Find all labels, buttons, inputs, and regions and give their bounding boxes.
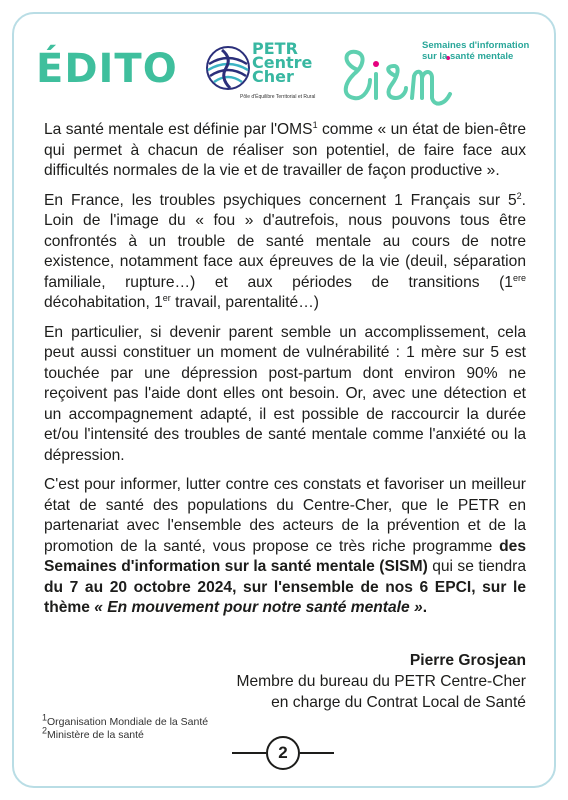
page-number-rule-left [232, 752, 266, 754]
editorial-body [44, 120, 526, 628]
signatory-role-detail: en charge du Contrat Local de Santé [271, 694, 526, 711]
page-number: 2 [266, 736, 300, 770]
signatory-role: Membre du bureau du PETR Centre-Cher [236, 673, 526, 690]
page-title: ÉDITO [36, 46, 178, 92]
header [36, 36, 532, 116]
petr-globe-icon [204, 42, 254, 98]
page-number-rule-right [300, 752, 334, 754]
footnotes [42, 712, 209, 742]
petr-tagline: Pôle d'Équilibre Territorial et Rural [240, 94, 316, 100]
signature-block [237, 650, 526, 713]
footnote-2: $^2$Ministère de la santé [42, 725, 144, 741]
sism-tagline: Semaines d'information sur la santé mentale [422, 40, 530, 62]
paragraph-program: C'est pour informer, lutter contre ces constats et favoriser un meilleur état de santé des populations du Centre-Cher, que le PETR en partenariat avec l'ensemble des acteurs de la prévention et de la promotion de la santé, vous propose ce très riche programme des Semaines d'information sur la santé mentale (SISM) qui se tiendra du 7 au 20 octobre 2024, sur l'ensemble de nos 6 EPCI, sur le thème « En mouvement pour notre santé mentale ». [44, 476, 526, 616]
signatory-name: Pierre Grosjean [409, 652, 526, 669]
paragraph-definition: La santé mentale est définie par l'OMS$^1$ comme « un état de bien-être qui permet à chacun de réaliser son potentiel, de faire face aux difficultés normales de la vie et de travailler de façon productive ». [44, 119, 526, 179]
paragraph-statistics: En France, les troubles psychiques concernent 1 Français sur $5^2$. Loin de l'image du « fou » d'autrefois, nous pouvons tous être confrontés à un trouble de santé mentale au cours de notre existence, notamment face aux épreuves de la vie (deuil, séparation familiale, rupture…) et aux périodes de transitions (1ere décohabitation, 1er travail, parentalité…) [44, 190, 526, 311]
petr-logo [204, 40, 324, 104]
footnote-1: $^1$Organisation Mondiale de la Santé [42, 712, 209, 728]
sism-logo [336, 36, 532, 116]
paragraph-parenthood: En particulier, si devenir parent semble un accomplissement, cela peut aussi constituer un moment de vulnérabilité : 1 mère sur 5 est touchée par une dépression post-partum dont environ 90% ne reçoivent pas l'aide dont elles ont besoin. Or, avec une détection et un accompagnement adapté, il est possible de raccourcir la durée et/ou l'intensité des troubles de santé mentale comme l'anxiété ou la dépression. [44, 323, 526, 464]
petr-wordmark: PETR Centre Cher [252, 39, 313, 86]
